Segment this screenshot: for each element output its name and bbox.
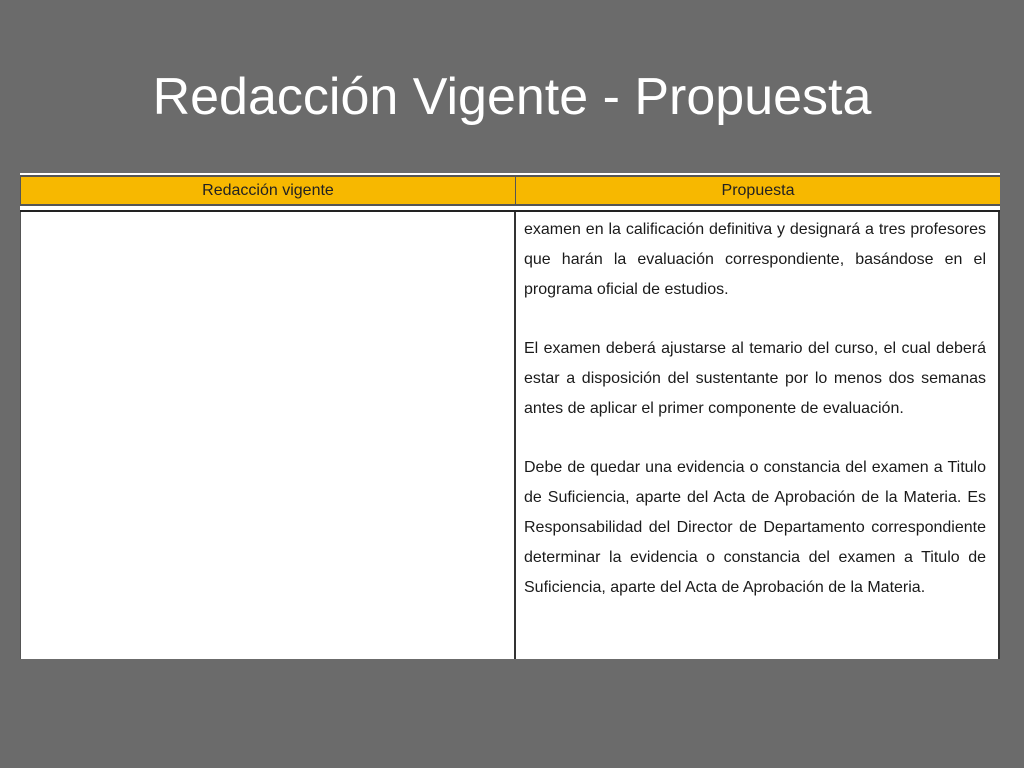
proposal-paragraph-1: examen en la calificación definitiva y designará a tres profesores que harán la evaluación correspondiente, basándose en el programa oficial de estudios. — [524, 221, 986, 298]
header-current-wording: Redacción vigente — [20, 177, 516, 204]
slide-title: Redacción Vigente - Propuesta — [152, 68, 872, 126]
header-proposal: Propuesta — [516, 177, 1000, 204]
proposal-paragraph-3: Debe de quedar una evidencia o constancia del examen a Titulo de Suficiencia, aparte del Acta de Aprobación de la Materia. Es Responsabilidad del Director de Departamento correspondiente determinar la evidencia o constancia del examen a Titulo de Suficiencia, aparte del Acta de Aprobación de la Materia. — [524, 459, 986, 596]
table-header-row — [20, 175, 1000, 206]
table-body-row — [20, 212, 1000, 659]
proposal-paragraph-2: El examen deberá ajustarse al temario del curso, el cual deberá estar a disposición del sustentante por lo menos dos semanas antes de aplicar el primer componente de evaluación. — [524, 340, 986, 417]
proposal-cell — [516, 212, 1000, 659]
current-wording-cell — [20, 212, 516, 659]
comparison-table — [20, 173, 1000, 659]
